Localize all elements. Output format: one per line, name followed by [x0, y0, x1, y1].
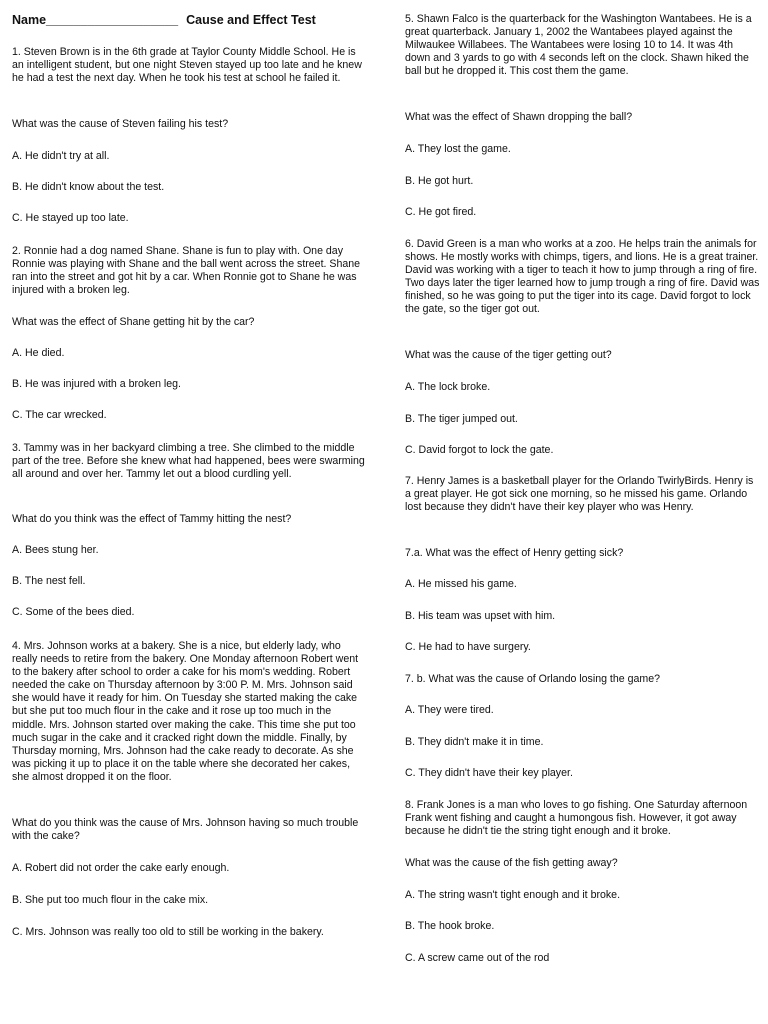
passage-6: 6. David Green is a man who works at a zoo. He helps train the animals for shows. He mostly works with chimps, tigers, and lions. He is a great trainer. David was working with a tiger to teach it how to jump through a ring of fire. Two days later the tiger learned how to jump trough a ring of fire. David was finished, so he was going to put the tiger into its cage. David forgot to lock the gate, so the tiger got out.	[405, 238, 760, 316]
q7a-option-a: A. He missed his game.	[405, 578, 517, 590]
passage-2: 2. Ronnie had a dog named Shane. Shane is fun to play with. One day Ronnie was playing with Shane and the ball went across the street. Shane ran into the street and got hit by a car. When Ronnie got to Shane he was injured with a broken leg.	[12, 245, 361, 297]
q1-option-c: C. He stayed up too late.	[12, 212, 129, 224]
q7b-option-c: C. They didn't have their key player.	[405, 767, 573, 779]
q7b-option-a: A. They were tired.	[405, 704, 494, 716]
passage-5: 5. Shawn Falco is the quarterback for the Washington Wantabees. He is a great quarterback. January 1, 2002 the Wantabees played against the Milwaukee Willabees. The Wantabees were losing 10 to 14. It was 4th down and 3 yards to go with 4 seconds left on the clock. Shawn hiked the ball but he dropped it. This cost them the game.	[405, 13, 752, 78]
question-6: What was the cause of the tiger getting out?	[405, 349, 612, 361]
q5-option-b: B. He got hurt.	[405, 175, 474, 187]
question-3: What do you think was the effect of Tammy hitting the nest?	[12, 513, 292, 525]
question-7b: 7. b. What was the cause of Orlando losing the game?	[405, 673, 660, 685]
q8-option-b: B. The hook broke.	[405, 920, 495, 932]
q5-option-a: A. They lost the game.	[405, 143, 511, 155]
passage-4: 4. Mrs. Johnson works at a bakery. She is a nice, but elderly lady, who really needs to retire from the bakery. One Monday afternoon Robert went to the bakery after school to order a cake for his mom's wedding. Robert needed the cake on Thursday afternoon by 3:00 P. M. Mrs. Johnson said she would have it ready for him. On Tuesday she started making the cake but she put too much flour in the cake and it rose up too much in the middle. Mrs. Johnson started over making the cake. This time she put too much sugar in the cake and it cracked right down the middle. Finally, by Thursday morning, Mrs. Johnson had the cake ready to decorate. As she was picking it up to place it on the table where she decorated her cakes, she almost dropped it on the floor.	[12, 640, 359, 783]
q4-option-c: C. Mrs. Johnson was really too old to still be working in the bakery.	[12, 926, 324, 938]
passage-8: 8. Frank Jones is a man who loves to go fishing. One Saturday afternoon Frank went fishing and caught a humongous fish. However, it got away because he didn't tie the string tight enough and it broke.	[405, 799, 748, 838]
name-field-label: Name___________________	[12, 13, 179, 27]
question-1: What was the cause of Steven failing his test?	[12, 118, 229, 130]
q5-option-c: C. He got fired.	[405, 206, 477, 218]
q2-option-a: A. He died.	[12, 347, 65, 359]
q1-option-a: A. He didn't try at all.	[12, 150, 110, 162]
q4-option-b: B. She put too much flour in the cake mix.	[12, 894, 209, 906]
passage-1: 1. Steven Brown is in the 6th grade at Taylor County Middle School. He is an intelligent student, but one night Steven stayed up too late and he knew he had a test the next day. When he took his test at school he failed it.	[12, 46, 362, 85]
q6-option-a: A. The lock broke.	[405, 381, 491, 393]
question-7a: 7.a. What was the effect of Henry getting sick?	[405, 547, 624, 559]
passage-3: 3. Tammy was in her backyard climbing a tree. She climbed to the middle part of the tree. Before she knew what had happened, bees were swarming all around and over her. Tammy let out a blood curdling yell.	[12, 442, 365, 481]
q7a-option-b: B. His team was upset with him.	[405, 610, 556, 622]
question-5: What was the effect of Shawn dropping the ball?	[405, 111, 633, 123]
worksheet-title: Cause and Effect Test	[186, 13, 316, 27]
question-2: What was the effect of Shane getting hit by the car?	[12, 316, 255, 328]
question-8: What was the cause of the fish getting away?	[405, 857, 618, 869]
q3-option-b: B. The nest fell.	[12, 575, 86, 587]
q2-option-b: B. He was injured with a broken leg.	[12, 378, 181, 390]
q8-option-a: A. The string wasn't tight enough and it broke.	[405, 889, 621, 901]
q1-option-b: B. He didn't know about the test.	[12, 181, 165, 193]
q6-option-b: B. The tiger jumped out.	[405, 413, 518, 425]
q3-option-c: C. Some of the bees died.	[12, 606, 135, 618]
passage-7: 7. Henry James is a basketball player for the Orlando TwirlyBirds. Henry is a great player. He got sick one morning, so he missed his game. Orlando lost because they didn't have their key player who was Henry.	[405, 475, 754, 514]
q7b-option-b: B. They didn't make it in time.	[405, 736, 544, 748]
question-4: What do you think was the cause of Mrs. Johnson having so much trouble with the cake?	[12, 817, 359, 843]
q2-option-c: C. The car wrecked.	[12, 409, 107, 421]
q6-option-c: C. David forgot to lock the gate.	[405, 444, 554, 456]
q8-option-c: C. A screw came out of the rod	[405, 952, 550, 964]
q3-option-a: A. Bees stung her.	[12, 544, 99, 556]
q4-option-a: A. Robert did not order the cake early enough.	[12, 862, 230, 874]
worksheet-header	[12, 13, 368, 27]
q7a-option-c: C. He had to have surgery.	[405, 641, 531, 653]
